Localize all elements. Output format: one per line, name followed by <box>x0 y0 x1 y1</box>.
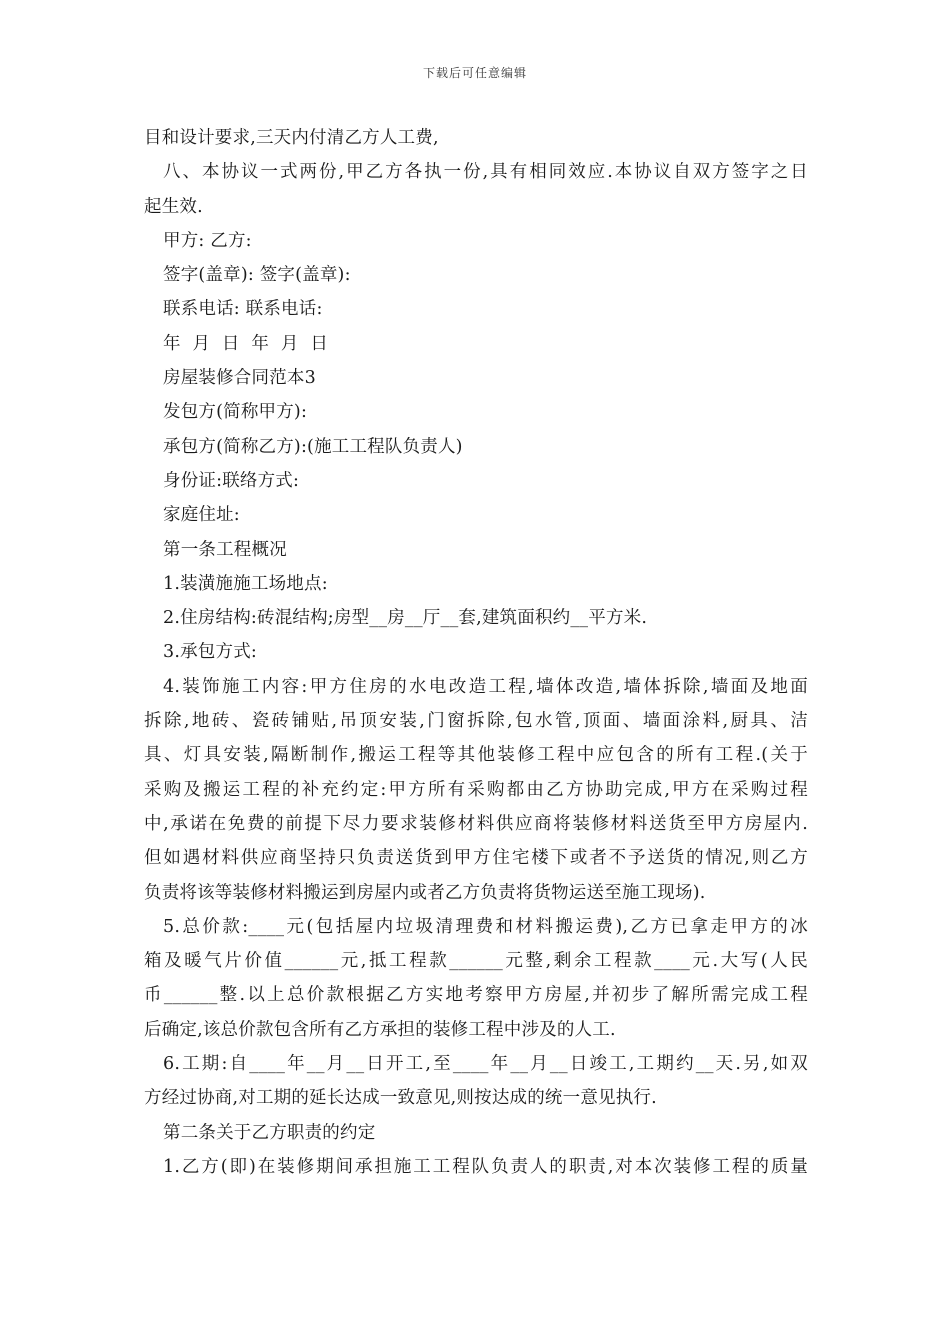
text-line: 但如遇材料供应商坚持只负责送货到甲方住宅楼下或者不予送货的情况,则乙方 <box>144 848 808 869</box>
text-line: 发包方(简称甲方): <box>163 402 308 423</box>
text-line: 具、灯具安装,隔断制作,搬运工程等其他装修工程中应包含的所有工程.(关于 <box>144 745 808 766</box>
text-line: 方经过协商,对工期的延长达成一致意见,则按达成的统一意见执行. <box>144 1088 657 1109</box>
text-line: 甲方: 乙方: <box>163 230 252 251</box>
text-line: 币______整.以上总价款根据乙方实地考察甲方房屋,并初步了解所需完成工程 <box>144 985 808 1006</box>
text-line: 箱及暖气片价值______元,抵工程款______元整,剩余工程款____元.大写(人民 <box>144 951 808 972</box>
text-line: 4.装饰施工内容:甲方住房的水电改造工程,墙体改造,墙体拆除,墙面及地面 <box>163 676 808 697</box>
text-line: 年 月 日 年 月 日 <box>163 333 329 354</box>
text-line: 1.乙方(即)在装修期间承担施工工程队负责人的职责,对本次装修工程的质量 <box>163 1156 808 1177</box>
text-line: 八、本协议一式两份,甲乙方各执一份,具有相同效应.本协议自双方签字之日 <box>163 162 808 183</box>
text-line: 负责将该等装修材料搬运到房屋内或者乙方负责将货物运送至施工现场). <box>144 882 706 903</box>
text-line: 1.装潢施施工场地点: <box>163 573 328 594</box>
text-line: 起生效. <box>144 196 203 217</box>
page-header-note: 下载后可任意编辑 <box>422 66 527 80</box>
text-line: 目和设计要求,三天内付清乙方人工费, <box>144 128 439 148</box>
text-line: 2.住房结构:砖混结构;房型__房__厅__套,建筑面积约__平方米. <box>163 608 648 629</box>
text-line: 家庭住址: <box>163 505 240 526</box>
text-line: 6.工期:自____年__月__日开工,至____年__月__日竣工,工期约__天.另,如双 <box>163 1054 808 1075</box>
text-line: 承包方(简称乙方):(施工工程队负责人) <box>163 436 463 457</box>
text-line: 房屋装修合同范本3 <box>163 368 316 389</box>
text-line: 中,承诺在免费的前提下尽力要求装修材料供应商将装修材料送货至甲方房屋内. <box>144 813 808 834</box>
text-line: 身份证:联络方式: <box>163 470 300 491</box>
text-line: 签字(盖章): 签字(盖章): <box>163 265 351 286</box>
section-heading: 第二条关于乙方职责的约定 <box>163 1122 376 1143</box>
text-line: 5.总价款:____元(包括屋内垃圾清理费和材料搬运费),乙方已拿走甲方的冰 <box>163 916 808 937</box>
text-line: 后确定,该总价款包含所有乙方承担的装修工程中涉及的人工. <box>144 1019 616 1040</box>
text-line: 3.承包方式: <box>163 642 257 663</box>
text-line: 联系电话: 联系电话: <box>163 299 323 320</box>
text-line: 采购及搬运工程的补充约定:甲方所有采购都由乙方协助完成,甲方在采购过程 <box>144 779 808 800</box>
section-heading: 第一条工程概况 <box>163 539 287 560</box>
text-line: 拆除,地砖、瓷砖铺贴,吊顶安装,门窗拆除,包水管,顶面、墙面涂料,厨具、洁 <box>144 711 808 732</box>
document-body <box>144 121 808 1184</box>
